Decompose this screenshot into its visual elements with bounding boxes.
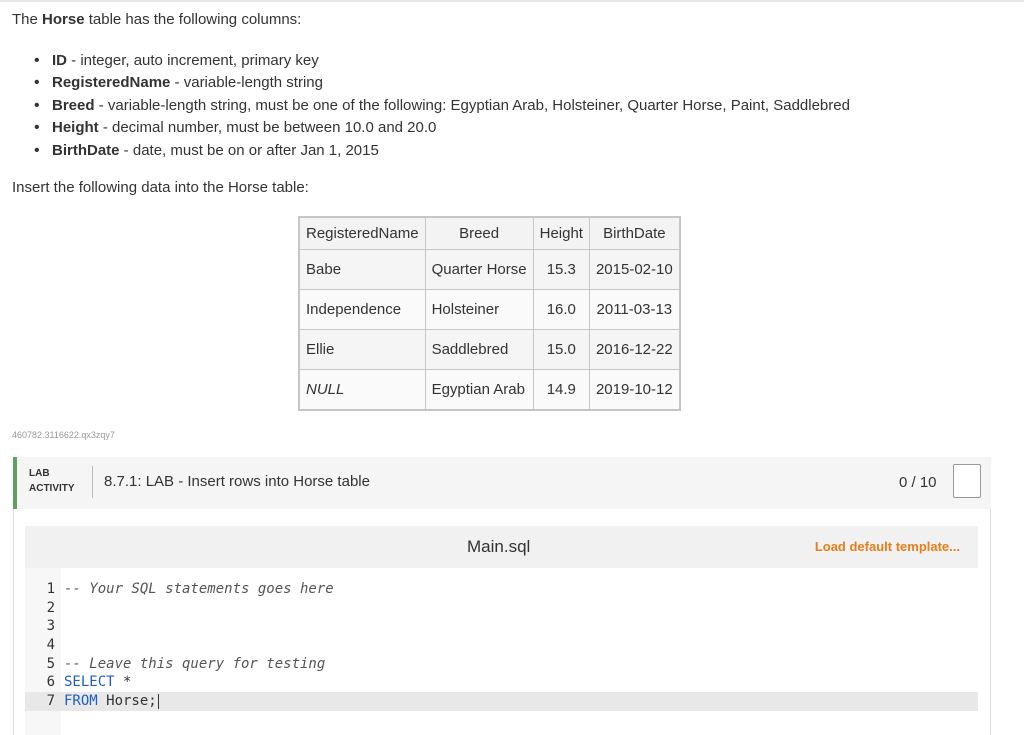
file-name: Main.sql (467, 537, 531, 556)
sql-text: Horse; (97, 693, 157, 710)
table-cell: Independence (299, 290, 425, 330)
table-header: BirthDate (589, 217, 679, 250)
line-number: 7 (46, 693, 55, 710)
lab-activity-label (29, 466, 75, 496)
table-cell: Ellie (299, 330, 425, 370)
sql-keyword: SELECT (64, 674, 115, 691)
table-cell: Quarter Horse (425, 250, 533, 290)
intro-before: The (12, 11, 43, 28)
score-badge-icon (953, 464, 981, 498)
column-item (30, 72, 850, 94)
table-cell: 15.3 (533, 250, 589, 290)
lab-title: 8.7.1: LAB - Insert rows into Horse table (104, 473, 370, 490)
text-cursor (158, 694, 159, 709)
table-cell: 2011-03-13 (589, 290, 679, 330)
code-area[interactable] (25, 580, 978, 711)
top-divider (0, 0, 1024, 2)
lab-divider (92, 466, 93, 498)
load-default-template-link[interactable]: Load default template... (814, 539, 960, 554)
table-cell: Babe (299, 250, 425, 290)
column-item (30, 50, 850, 72)
table-cell: 2016-12-22 (589, 330, 679, 370)
code-line[interactable] (25, 617, 978, 636)
column-desc: - variable-length string (170, 74, 323, 92)
table-cell: Egyptian Arab (425, 370, 533, 411)
intro-table-name: Horse (42, 11, 85, 28)
sql-keyword: FROM (64, 693, 98, 710)
line-number: 2 (46, 599, 55, 616)
code-line[interactable] (25, 636, 978, 655)
horse-data-table (298, 216, 681, 411)
lab-label-line2: ACTIVITY (29, 483, 75, 494)
column-desc: - date, must be on or after Jan 1, 2015 (119, 141, 379, 159)
score-text: 0 / 10 (899, 474, 937, 491)
table-header: RegisteredName (299, 217, 425, 250)
column-desc: - integer, auto increment, primary key (67, 52, 319, 69)
column-desc: - variable-length string, must be one of the following: Egyptian Arab, Holsteiner, Quarter Horse, Paint, Saddlebred (94, 96, 850, 114)
line-number: 1 (46, 581, 55, 597)
table-cell: Holsteiner (425, 290, 533, 330)
table-cell: 2019-10-12 (589, 370, 679, 411)
column-item (30, 140, 850, 162)
sql-comment: -- Your SQL statements goes here (64, 581, 334, 597)
column-list (30, 50, 850, 162)
line-number: 6 (46, 674, 55, 691)
table-cell: 14.9 (533, 370, 589, 411)
column-name: RegisteredName (52, 74, 171, 92)
column-name: Height (52, 119, 99, 137)
line-number: 4 (46, 637, 55, 654)
table-row (299, 290, 680, 330)
code-line-active[interactable] (25, 692, 978, 711)
intro-after: table has the following columns: (84, 11, 302, 28)
table-header-row (299, 217, 680, 250)
column-name: BirthDate (52, 141, 120, 159)
column-name: ID (52, 52, 67, 69)
code-editor[interactable] (25, 526, 978, 735)
sql-statement (64, 692, 159, 711)
intro-text (12, 11, 301, 28)
column-desc: - decimal number, must be between 10.0 and 20.0 (98, 119, 437, 137)
table-cell: 15.0 (533, 330, 589, 370)
lab-label-line1: LAB (29, 468, 50, 479)
lab-activity-bar (13, 457, 991, 509)
editor-header (25, 526, 978, 568)
sql-statement (64, 673, 131, 692)
column-item (30, 117, 850, 139)
table-row (299, 250, 680, 290)
code-line[interactable] (25, 580, 978, 599)
table-row (299, 370, 680, 411)
table-header: Height (533, 217, 589, 250)
table-cell: 16.0 (533, 290, 589, 330)
sql-text: * (114, 674, 132, 691)
table-cell: Saddlebred (425, 330, 533, 370)
table-header: Breed (425, 217, 533, 250)
insert-instructions: Insert the following data into the Horse table: (12, 179, 309, 196)
code-line[interactable] (25, 599, 978, 618)
sql-comment: -- Leave this query for testing (64, 655, 326, 672)
code-line[interactable] (25, 673, 978, 692)
activity-hash: 460782.3116622.qx3zqy7 (12, 430, 115, 440)
table-row (299, 330, 680, 370)
table-cell: NULL (299, 370, 425, 411)
line-number: 3 (46, 618, 55, 635)
line-number: 5 (46, 655, 55, 672)
code-line[interactable] (25, 655, 978, 674)
column-name: Breed (52, 96, 95, 114)
table-cell: 2015-02-10 (589, 250, 679, 290)
column-item (30, 95, 850, 117)
